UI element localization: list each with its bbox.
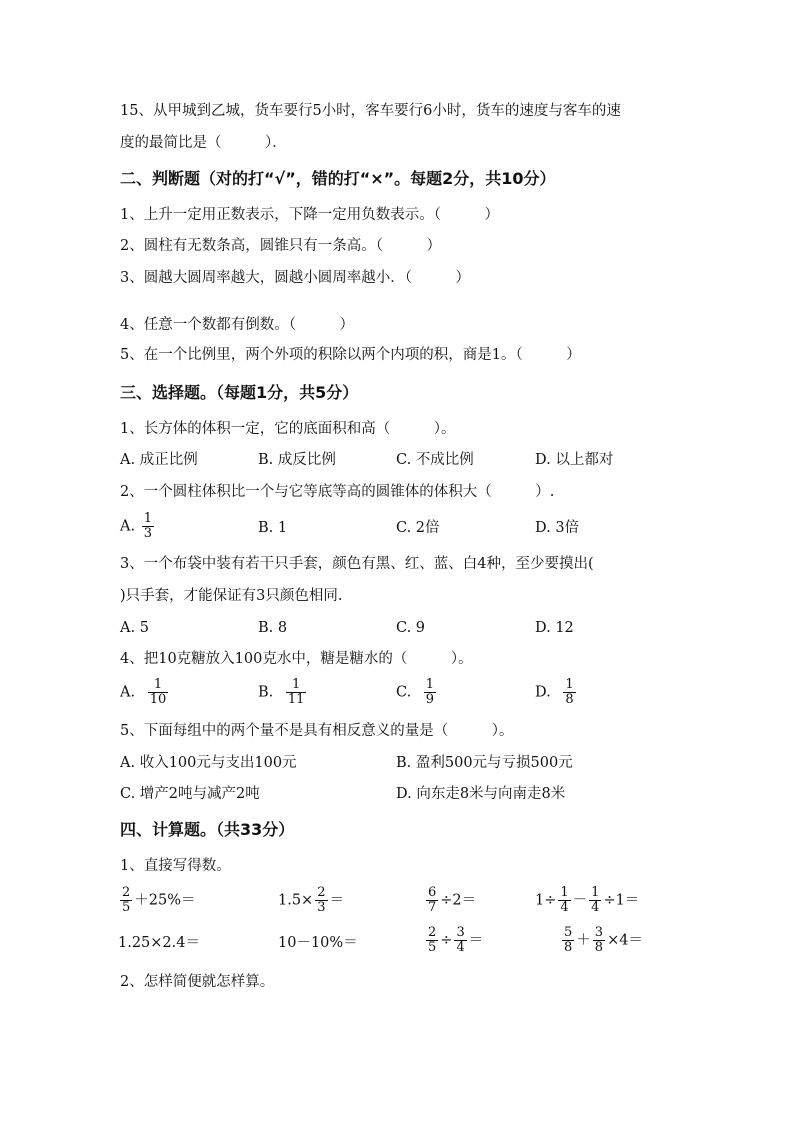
fraction [593, 926, 605, 955]
fraction-numerator: 1 [565, 677, 574, 692]
fraction [426, 886, 438, 915]
fraction-numerator: 2 [317, 885, 326, 900]
judge-item-1: 1、上升一定用正数表示，下降一定用负数表示。（ ） [120, 207, 499, 223]
choice-q5-option-c: C. 增产2吨与减产2吨 [120, 786, 260, 802]
choice-q4-option-d [535, 678, 578, 707]
expression-text: ＝ [329, 892, 344, 909]
choice-q2-stem: 2、一个圆柱体积比一个与它等底等高的圆锥体的体积大（ ）. [120, 484, 555, 500]
fraction-denominator: 8 [564, 940, 573, 955]
fraction-numerator: 3 [594, 925, 604, 940]
fraction-denominator: 5 [428, 940, 437, 955]
fraction-numerator: 2 [428, 925, 437, 940]
calc-expression-1 [118, 886, 196, 915]
fraction [589, 886, 601, 915]
choice-q5-stem: 5、下面每组中的两个量不是具有相反意义的量是（ ）。 [120, 723, 514, 739]
expression-text: ÷1＝ [603, 892, 640, 909]
fraction-numerator: 1 [591, 885, 600, 900]
calc-expression-4 [535, 886, 639, 915]
choice-q5-option-b: B. 盈利500元与亏损500元 [396, 755, 573, 771]
choice-q4-stem: 4、把10克糖放入100克水中，糖是糖水的（ ）。 [120, 651, 473, 667]
expression-text: － [572, 892, 588, 909]
fraction-denominator: 9 [425, 692, 435, 707]
choice-q4-option-b [258, 678, 308, 707]
fraction-denominator: 10 [149, 692, 167, 707]
expression-text: 1÷ [535, 892, 557, 909]
fraction [142, 512, 154, 541]
fraction-numerator: 1 [425, 677, 435, 692]
section4-title: 四、计算题。（共33分） [120, 820, 295, 839]
fraction [148, 678, 169, 707]
fraction-denominator: 4 [560, 900, 569, 915]
choice-q5-option-d: D. 向东走8米与向南走8米 [396, 786, 566, 802]
choice-q3-line2: )只手套，才能保证有3只颜色相同. [120, 588, 343, 604]
q15-line1: 15、从甲城到乙城，货车要行5小时，客车要行6小时，货车的速度与客车的速 [120, 103, 621, 119]
fraction-numerator: 1 [143, 511, 152, 526]
calc-q1-title: 1、直接写得数。 [120, 858, 231, 874]
calc-expression-6: 10－10%＝ [278, 935, 358, 951]
choice-q2-option-b: B. 1 [258, 520, 288, 536]
choice-q3-option-c: C. 9 [396, 620, 426, 636]
option-label: C. [396, 684, 412, 701]
calc-expression-8 [560, 926, 643, 955]
calc-expression-2 [278, 886, 344, 915]
choice-q1-stem: 1、长方体的体积一定，它的底面积和高（ ）。 [120, 421, 456, 437]
expression-text: 1.5× [278, 892, 314, 909]
choice-q1-option-a: A. 成正比例 [120, 452, 198, 468]
calc-q2-title: 2、怎样简便就怎样算。 [120, 974, 275, 990]
option-label: A. [120, 684, 136, 701]
choice-q4-option-c [396, 678, 438, 707]
fraction-denominator: 8 [565, 692, 574, 707]
fraction-denominator: 5 [122, 900, 131, 915]
fraction [426, 926, 438, 955]
choice-q3-line1: 3、一个布袋中装有若干只手套，颜色有黑、红、蓝、白4种，至少要摸出( [120, 556, 594, 572]
expression-text: ÷ [440, 932, 453, 949]
choice-q3-option-a: A. 5 [120, 620, 149, 636]
fraction [315, 886, 327, 915]
fraction [563, 678, 575, 707]
fraction-numerator: 1 [292, 677, 301, 692]
expression-text: ＋ [576, 932, 591, 949]
fraction [120, 886, 132, 915]
choice-q2-option-a [120, 512, 156, 541]
fraction-numerator: 5 [564, 925, 573, 940]
calc-expression-3 [424, 886, 476, 915]
expression-text: ＋25%＝ [134, 892, 196, 909]
expression-text: ÷2＝ [440, 892, 477, 909]
fraction [424, 678, 436, 707]
choice-q2-option-d: D. 3倍 [535, 520, 580, 536]
fraction-numerator: 6 [428, 885, 437, 900]
fraction-numerator: 1 [560, 885, 569, 900]
choice-q1-option-d: D. 以上都对 [535, 452, 614, 468]
calc-expression-5: 1.25×2.4＝ [118, 935, 200, 951]
fraction [286, 678, 307, 707]
fraction-denominator: 8 [594, 940, 604, 955]
choice-q3-option-d: D. 12 [535, 620, 574, 636]
fraction-numerator: 3 [456, 925, 465, 940]
fraction-denominator: 3 [143, 526, 152, 541]
fraction-denominator: 3 [317, 900, 326, 915]
judge-item-5: 5、在一个比例里，两个外项的积除以两个内项的积，商是1。（ ） [120, 347, 581, 363]
judge-item-3: 3、圆越大圆周率越大，圆越小圆周率越小．（ ） [120, 270, 470, 286]
choice-q1-option-c: C. 不成比例 [396, 452, 474, 468]
option-label: B. [258, 684, 274, 701]
fraction-denominator: 11 [287, 692, 305, 707]
fraction-denominator: 4 [591, 900, 600, 915]
judge-item-2: 2、圆柱有无数条高，圆锥只有一条高。（ ） [120, 238, 441, 254]
option-label: A. [120, 518, 136, 535]
section2-title: 二、判断题（对的打“√”，错的打“×”。每题2分，共10分） [120, 169, 556, 188]
choice-q5-option-a: A. 收入100元与支出100元 [120, 755, 297, 771]
expression-text: ×4＝ [607, 932, 643, 949]
choice-q1-option-b: B. 成反比例 [258, 452, 336, 468]
fraction [562, 926, 574, 955]
fraction [454, 926, 466, 955]
fraction-numerator: 2 [122, 885, 131, 900]
choice-q2-option-c: C. 2倍 [396, 520, 440, 536]
fraction-numerator: 1 [153, 677, 163, 692]
option-label: D. [535, 684, 551, 701]
fraction-denominator: 7 [428, 900, 437, 915]
q15-line2: 度的最简比是（ ）． [120, 135, 287, 151]
fraction [558, 886, 570, 915]
judge-item-4: 4、任意一个数都有倒数。（ ） [120, 317, 354, 333]
fraction-denominator: 4 [456, 940, 465, 955]
calc-expression-7 [424, 926, 483, 955]
choice-q3-option-b: B. 8 [258, 620, 288, 636]
choice-q4-option-a [120, 678, 170, 707]
expression-text: ＝ [468, 932, 484, 949]
section3-title: 三、选择题。（每题1分，共5分） [120, 383, 359, 402]
